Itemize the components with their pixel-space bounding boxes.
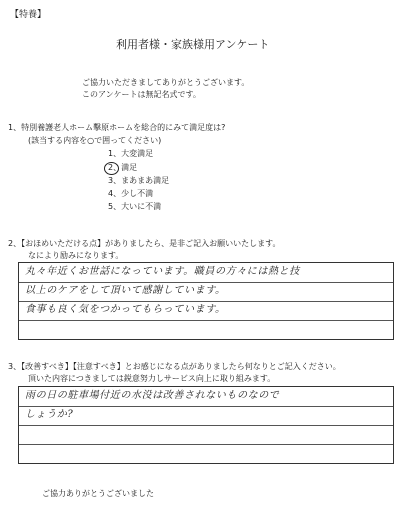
q1-option-5: 5、大いに不満: [108, 202, 162, 211]
q2-handwritten-line-2: 以上のケアをして頂いて感謝しています。: [25, 285, 226, 296]
q3-rule-line: [19, 406, 393, 407]
q3-prompt-line-2: 頂いた内容につきましては鋭意努力しサービス向上に取り組みます。: [28, 374, 276, 383]
q1-option-4: 4、少し不満: [108, 189, 154, 198]
q1-instruction: (該当する内容を○で囲ってください): [28, 136, 162, 145]
q3-prompt-line-1: 3、【改善すべき】【注意すべき】とお感じになる点がありましたら何なりとご記入ください。: [8, 362, 341, 371]
q3-rule-line: [19, 444, 393, 445]
q2-handwritten-line-3: 食事も良く気をつかってもらっています。: [25, 304, 226, 315]
q2-handwritten-line-1: 丸々年近くお世話になっています。職員の方々には熱と技: [25, 266, 300, 277]
q3-handwritten-line-2: しょうか?: [25, 409, 74, 420]
q2-rule-line: [19, 320, 393, 321]
q3-answer-box: [18, 386, 394, 464]
q2-answer-box: [18, 262, 394, 340]
intro-line-2: このアンケートは無記名式です。: [82, 90, 201, 99]
q1-option-2: 2、満足: [108, 163, 138, 172]
closing-message: ご協力ありがとうございました: [42, 489, 154, 498]
page-title: 利用者様・家族様用アンケート: [116, 38, 270, 51]
q2-rule-line: [19, 301, 393, 302]
intro-line-1: ご協力いただきましてありがとうございます。: [82, 78, 250, 87]
q3-rule-line: [19, 425, 393, 426]
facility-tag: 【特養】: [10, 10, 47, 20]
q2-prompt-line-1: 2、【おほめいただける点】がありましたら、是非ご記入お願いいたします。: [8, 239, 281, 248]
q1-question: 1、特別養護老人ホーム擊原ホームを総合的にみて満足度は?: [8, 123, 226, 132]
q2-prompt-line-2: なにより励みになります。: [28, 251, 124, 260]
q3-handwritten-line-1: 雨の日の駐車場付近の水没は改善されないものなので: [25, 390, 280, 401]
q1-option-3: 3、まあまあ満足: [108, 176, 170, 185]
q1-option-1: 1、大変満足: [108, 149, 154, 158]
selection-circle-icon: [104, 162, 119, 175]
q2-rule-line: [19, 282, 393, 283]
